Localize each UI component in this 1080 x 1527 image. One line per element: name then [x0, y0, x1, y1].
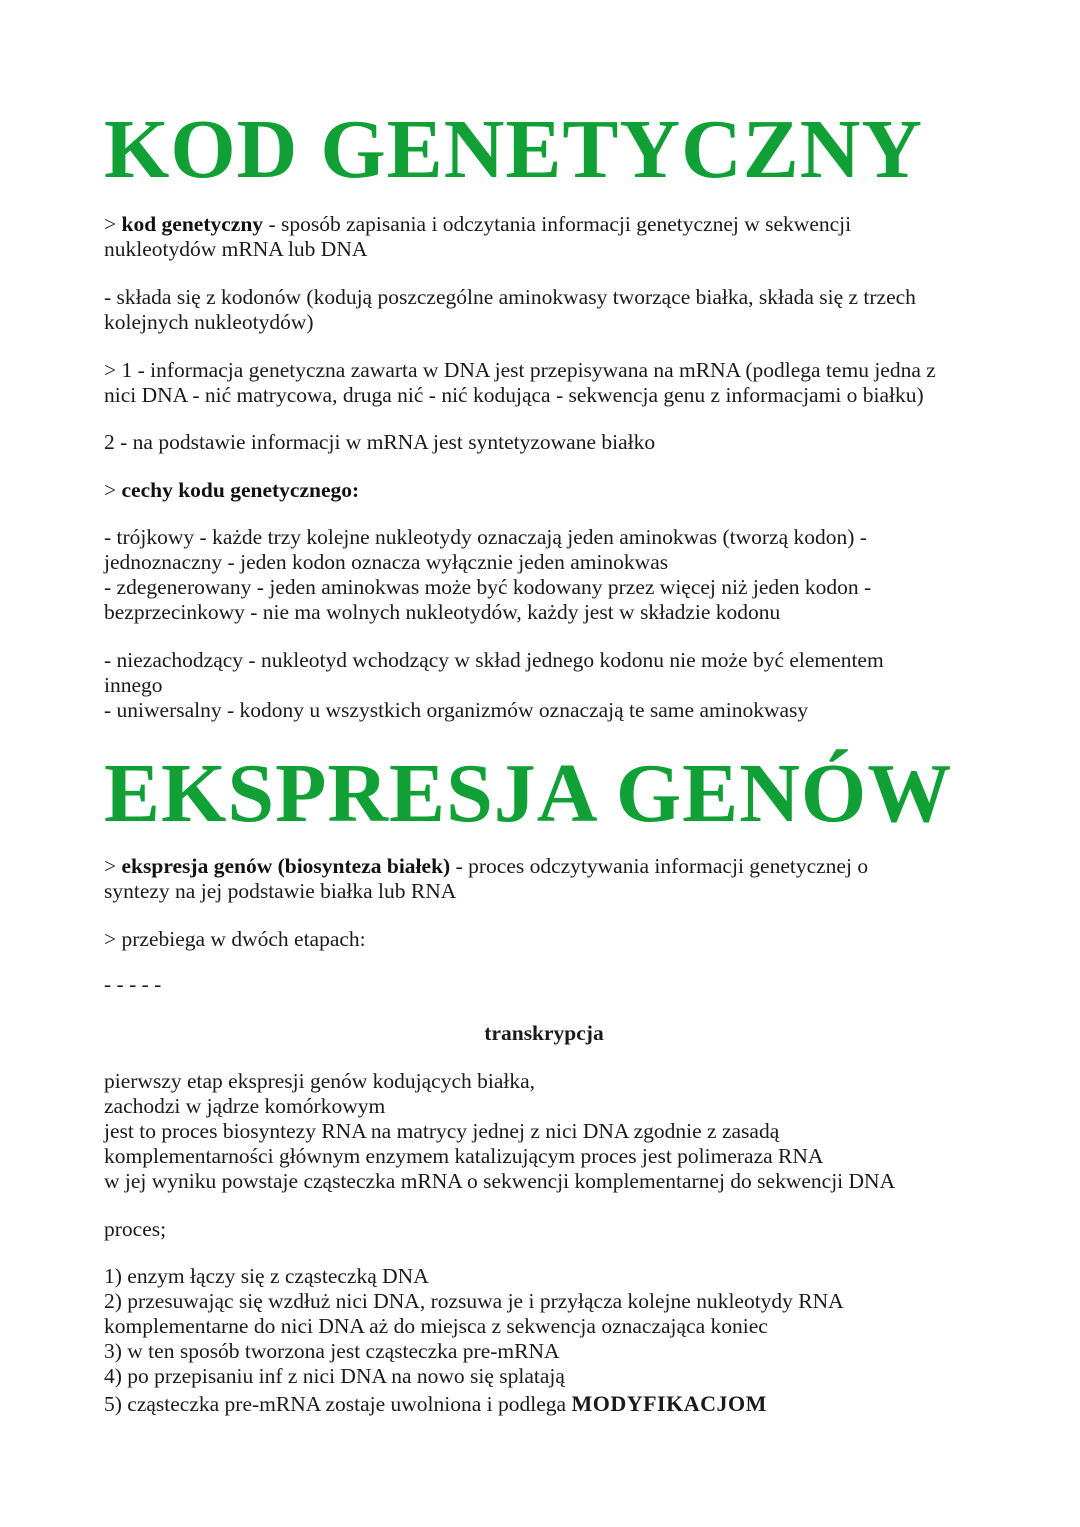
definition-term: kod genetyczny [121, 212, 264, 236]
process-step-5 [104, 1391, 984, 1417]
definition-text: - proces odczytywania informacji genetycznej o syntezy na jej podstawie białka lub RNA [104, 854, 869, 903]
definition-prefix: > [104, 854, 122, 878]
subheading-transkrypcja: transkrypcja [484, 1021, 604, 1045]
separator-dashes: - - - - - [104, 972, 162, 996]
step-5-emphasis: MODYFIKACJOM [571, 1391, 767, 1416]
features-heading-text: cechy kodu genetycznego: [121, 478, 360, 502]
definition-term: ekspresja genów (biosynteza białek) [121, 854, 451, 878]
features-list-b: - niezachodzący - nukleotyd wchodzący w skład jednego kodonu nie może być elementem innego - uniwersalny - kodony u wszystkich organizmów oznaczają te same aminokwasy [104, 648, 884, 722]
definition-ekspresja-genow [104, 854, 984, 904]
paragraph-step-1: > 1 - informacja genetyczna zawarta w DNA jest przepisywana na mRNA (podlega temu jedna z nici DNA - nić matrycowa, druga nić - nić kodująca - sekwencja genu z informacjami o białku) [104, 358, 936, 407]
step-5-text: 5) cząsteczka pre-mRNA zostaje uwolniona i podlega [104, 1392, 572, 1416]
process-label: proces; [104, 1217, 167, 1241]
definition-text: - sposób zapisania i odczytania informacji genetycznej w sekwencji nukleotydów mRNA lub DNA [104, 212, 852, 261]
definition-kod-genetyczny [104, 212, 984, 262]
paragraph-step-2: 2 - na podstawie informacji w mRNA jest syntetyzowane białko [104, 430, 656, 454]
definition-prefix: > [104, 212, 122, 236]
paragraph-transkrypcja-description: pierwszy etap ekspresji genów kodujących białka, zachodzi w jądrze komórkowym jest to proces biosyntezy RNA na matrycy jednej z nici DNA zgodnie z zasadą komplementarności głównym enzymem katalizującym proces jest polimeraza RNA w jej wyniku powstaje cząsteczka mRNA o sekwencji komplementarnej do sekwencji DNA [104, 1069, 896, 1193]
paragraph-kodony: - składa się z kodonów (kodują poszczególne aminokwasy tworzące białka, składa się z trzech kolejnych nukleotydów) [104, 285, 916, 334]
heading-ekspresja-genow: EKSPRESJA GENÓW [104, 747, 953, 840]
features-prefix: > [104, 478, 122, 502]
paragraph-stages: > przebiega w dwóch etapach: [104, 927, 366, 951]
features-list-a: - trójkowy - każde trzy kolejne nukleotydy oznaczają jeden aminokwas (tworzą kodon) - jednoznaczny - jeden kodon oznacza wyłącznie jeden aminokwas - zdegenerowany - jeden aminokwas może być kodowany przez więcej niż jeden kodon - bezprzecinkowy - nie ma wolnych nukleotydów, każdy jest w składzie kodonu [104, 525, 872, 624]
heading-kod-genetyczny: KOD GENETYCZNY [104, 103, 924, 196]
features-heading [104, 478, 984, 503]
process-steps: 1) enzym łączy się z cząsteczką DNA 2) przesuwając się wzdłuż nici DNA, rozsuwa je i przyłącza kolejne nukleotydy RNA komplementarne do nici DNA aż do miejsca z sekwencja oznaczająca koniec 3) w ten sposób tworzona jest cząsteczka pre-mRNA 4) po przepisaniu inf z nici DNA na nowo się splatają [104, 1264, 844, 1388]
